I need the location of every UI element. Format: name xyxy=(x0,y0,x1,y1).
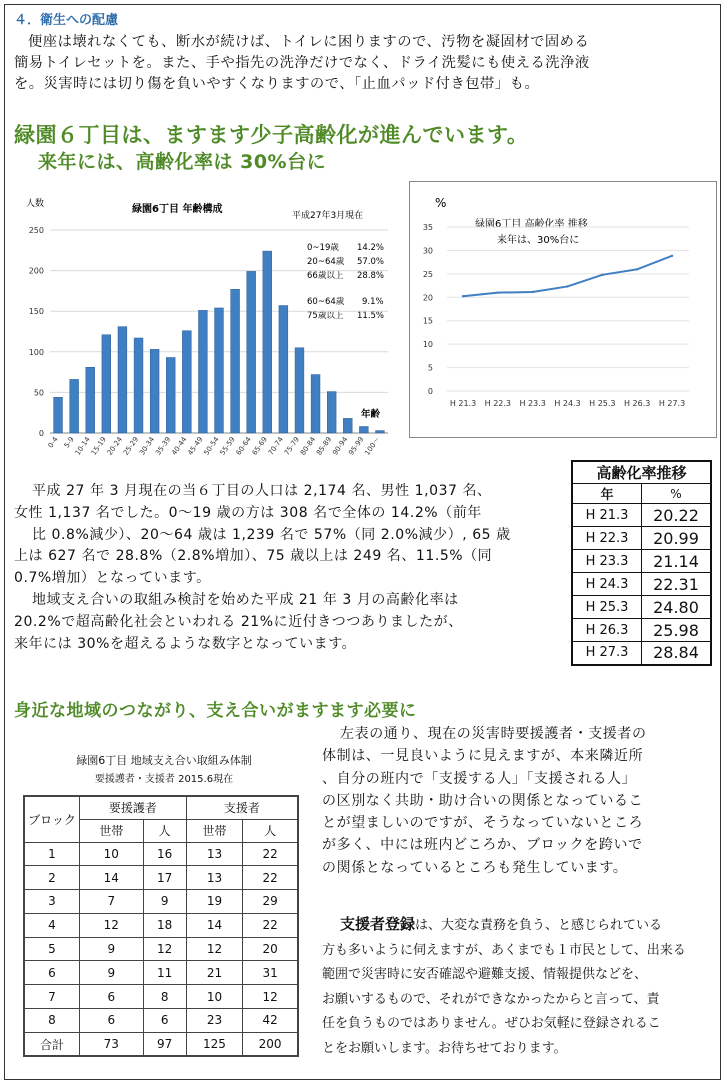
table-row xyxy=(24,842,298,866)
value-cell: 13 xyxy=(186,842,243,866)
stat-label: 0~19歳 xyxy=(307,243,339,253)
rate-value: 20.22 xyxy=(642,504,712,527)
value-cell: 29 xyxy=(243,890,298,914)
line-plot-area xyxy=(423,223,689,408)
aging-line-chart xyxy=(409,181,715,436)
block-cell: 1 xyxy=(24,842,80,866)
data-point xyxy=(671,255,673,257)
stat-value: 57.0% xyxy=(357,257,385,267)
data-point xyxy=(636,268,638,270)
x-tick-label: 65-69 xyxy=(250,435,269,457)
rate-year: H 26.3 xyxy=(572,619,642,642)
stat-value: 11.5% xyxy=(357,311,385,321)
x-tick-label: H 24.3 xyxy=(554,399,581,408)
table-row xyxy=(24,866,298,890)
bar-date: 平成27年3月現在 xyxy=(292,211,364,221)
text-line: 来年には 30%を超えるような数字となっています。 xyxy=(14,635,357,652)
text-line: は、大変な責務を負う、と感じられている xyxy=(415,918,663,933)
line-title: 緑園6丁目 高齢化率 推移 xyxy=(475,219,588,230)
y-tick-label: 15 xyxy=(422,316,433,326)
bar xyxy=(247,271,256,433)
x-tick-label: 85-89 xyxy=(315,435,334,457)
block-cell: 4 xyxy=(24,913,80,937)
x-tick-label: 80-84 xyxy=(298,435,318,457)
value-cell: 12 xyxy=(186,937,243,961)
rate-row xyxy=(572,596,711,619)
x-tick-label: 60-64 xyxy=(234,435,253,457)
y-tick-label: 0 xyxy=(427,387,433,396)
table-row xyxy=(24,1009,298,1033)
block-cell: 7 xyxy=(24,985,80,1009)
rate-row xyxy=(572,550,711,573)
line-unit: % xyxy=(435,196,447,210)
text-line: 0.7%増加）となっています。 xyxy=(14,570,211,587)
value-cell: 11 xyxy=(143,961,186,985)
bar-xlabel: 年齢 xyxy=(361,409,381,420)
col-persons: 人 xyxy=(143,819,186,842)
x-tick-label: 40-44 xyxy=(170,435,189,457)
x-tick-label: 75-79 xyxy=(282,435,302,457)
text-line: を。災害時には切り傷を負いやすくなりますので、「止血パッド付き包帯」も。 xyxy=(14,76,540,92)
text-line: 20.2%で超高齢化社会といわれる 21%に近付きつつありましたが、 xyxy=(14,613,463,630)
rate-year: H 22.3 xyxy=(572,527,642,550)
rate-row xyxy=(572,504,711,527)
rate-value: 20.99 xyxy=(642,527,712,550)
rate-year: H 25.3 xyxy=(572,596,642,619)
bar xyxy=(134,338,143,433)
rate-year: H 27.3 xyxy=(572,642,642,665)
x-tick-label: 55-59 xyxy=(218,435,237,457)
x-tick-label: 90-94 xyxy=(331,435,350,457)
value-cell: 10 xyxy=(186,985,243,1009)
y-tick-label: 30 xyxy=(422,246,433,256)
col-households: 世帯 xyxy=(186,819,243,842)
rate-value: 22.31 xyxy=(642,573,712,596)
bar xyxy=(263,251,272,433)
x-tick-label: 25-29 xyxy=(121,435,141,457)
stat-value: 14.2% xyxy=(357,243,385,253)
y-tick-label: 200 xyxy=(28,266,44,276)
value-cell: 73 xyxy=(80,1032,144,1056)
y-tick-label: 10 xyxy=(422,340,433,350)
text-line: 便座は壊れなくても、断水が続けば、トイレに困りますので、汚物を凝固材で固める xyxy=(28,34,590,50)
y-tick-label: 35 xyxy=(422,223,433,232)
rate-year: H 23.3 xyxy=(572,550,642,573)
value-cell: 20 xyxy=(243,937,298,961)
rate-table-title: 高齢化率推移 xyxy=(572,461,711,484)
x-tick-label: 30-34 xyxy=(138,435,157,457)
x-tick-label: 5-9 xyxy=(62,435,76,450)
rate-value: 25.98 xyxy=(642,619,712,642)
table-row xyxy=(24,1032,298,1056)
bar xyxy=(150,349,159,433)
text-line: の関係となっているところも発生しています。 xyxy=(322,859,628,876)
rate-col-year: 年 xyxy=(572,484,642,504)
bar xyxy=(198,310,207,433)
col-group-needs-support: 要援護者 xyxy=(80,796,187,819)
value-cell: 6 xyxy=(80,985,144,1009)
text-line: 左表の通り、現在の災害時要援護者・支援者の xyxy=(340,726,647,742)
x-tick-label: H 26.3 xyxy=(623,399,651,408)
text-line: 、自分の班内で「支援する人」「支援される人」 xyxy=(322,770,637,787)
section-heading: 身近な地域のつながり、支え合いがますます必要に xyxy=(14,701,417,721)
rate-year: H 21.3 xyxy=(572,504,642,527)
population-paragraph xyxy=(14,481,564,655)
text-line: 方も多いように伺えますが、あくまでも１市民として、出来る xyxy=(322,942,686,958)
y-tick-label: 150 xyxy=(28,307,44,317)
text-line: とが望ましいのですが、そうなっていないところ xyxy=(322,815,644,832)
value-cell: 8 xyxy=(143,985,186,1009)
value-cell: 19 xyxy=(186,890,243,914)
text-line: 比 0.8%減少）、20～64 歳は 1,239 名で 57%（同 2.0%減少）, 65 歳 xyxy=(32,526,511,543)
bar xyxy=(54,397,63,433)
x-tick-label: 70-74 xyxy=(266,435,286,457)
y-tick-label: 5 xyxy=(427,363,433,373)
value-cell: 31 xyxy=(243,961,298,985)
bar xyxy=(279,306,288,433)
value-cell: 7 xyxy=(80,890,144,914)
bar xyxy=(102,335,111,433)
bar-title: 緑園6丁目 年齢構成 xyxy=(132,204,223,215)
rate-table xyxy=(571,460,712,666)
subheadline: 来年には、高齢化率は 30%台に xyxy=(38,151,327,173)
rate-value: 28.84 xyxy=(642,642,712,665)
bar xyxy=(182,331,191,433)
value-cell: 13 xyxy=(186,866,243,890)
bar xyxy=(166,357,175,433)
text-line: 簡易トイレセットを。また、手や指先の洗浄だけでなく、ドライ洗髪にも使える洗浄液 xyxy=(14,55,590,71)
value-cell: 9 xyxy=(80,937,144,961)
table-row xyxy=(24,913,298,937)
x-tick-label: 45-49 xyxy=(186,435,205,457)
x-tick-label: 10-14 xyxy=(73,435,92,457)
rate-row xyxy=(572,642,711,665)
age-bar-chart xyxy=(20,186,402,468)
text-line: 体制は、一見良いように見えますが、本来隣近所 xyxy=(322,748,644,765)
value-cell: 14 xyxy=(186,913,243,937)
bar xyxy=(359,427,368,433)
rate-value: 21.14 xyxy=(642,550,712,573)
x-tick-label: 95-99 xyxy=(347,435,366,457)
bar xyxy=(231,289,240,433)
bar xyxy=(311,375,320,433)
x-tick-label: H 27.3 xyxy=(658,399,686,408)
y-tick-label: 250 xyxy=(28,226,44,235)
value-cell: 97 xyxy=(143,1032,186,1056)
value-cell: 9 xyxy=(143,890,186,914)
value-cell: 16 xyxy=(143,842,186,866)
bar xyxy=(215,308,224,433)
series-line xyxy=(463,256,672,296)
data-point xyxy=(601,274,603,276)
x-tick-label: 100～ xyxy=(363,435,382,457)
bar-stats xyxy=(307,242,384,321)
x-tick-label: H 21.3 xyxy=(449,399,477,408)
value-cell: 125 xyxy=(186,1032,243,1056)
rate-value: 24.80 xyxy=(642,596,712,619)
text-line: 女性 1,137 名でした。0～19 歳の方は 308 名で全体の 14.2%（前年 xyxy=(14,504,482,521)
value-cell: 17 xyxy=(143,866,186,890)
text-line: の区別なく共助・助け合いの関係となっているこ xyxy=(322,792,644,809)
value-cell: 42 xyxy=(243,1009,298,1033)
bar-ylabel: 人数 xyxy=(26,199,45,209)
x-tick-label: H 22.3 xyxy=(484,399,512,408)
col-households: 世帯 xyxy=(80,819,144,842)
stat-label: 20~64歳 xyxy=(307,257,345,267)
rate-col-pct: % xyxy=(642,484,712,504)
text-line: 上は 627 名で 28.8%（2.8%増加）、75 歳以上は 249 名、11.5%（同 xyxy=(14,548,493,565)
block-cell: 2 xyxy=(24,866,80,890)
bar xyxy=(295,348,304,433)
table-row xyxy=(24,985,298,1009)
rate-row xyxy=(572,573,711,596)
stat-value: 9.1% xyxy=(362,297,384,307)
headline: 緑園６丁目は、ますます少子高齢化が進んでいます。 xyxy=(14,123,529,147)
value-cell: 23 xyxy=(186,1009,243,1033)
value-cell: 6 xyxy=(80,1009,144,1033)
block-cell: 8 xyxy=(24,1009,80,1033)
x-tick-label: 20-24 xyxy=(105,435,125,457)
y-tick-label: 50 xyxy=(33,388,44,398)
text-line: とをお願いします。お待ちせております。 xyxy=(322,1040,567,1056)
x-tick-label: H 23.3 xyxy=(519,399,546,408)
x-tick-label: H 25.3 xyxy=(589,399,616,408)
value-cell: 6 xyxy=(143,1009,186,1033)
data-point xyxy=(531,291,533,293)
y-tick-label: 20 xyxy=(422,293,433,303)
value-cell: 200 xyxy=(243,1032,298,1056)
bar xyxy=(327,392,336,433)
x-tick-label: 50-54 xyxy=(202,435,221,457)
data-point xyxy=(566,285,568,287)
table-row xyxy=(24,937,298,961)
data-point xyxy=(497,291,499,293)
col-group-supporters: 支援者 xyxy=(186,796,298,819)
value-cell: 9 xyxy=(80,961,144,985)
value-cell: 10 xyxy=(80,842,144,866)
block-cell: 合計 xyxy=(24,1032,80,1056)
registration-paragraph xyxy=(322,912,717,1061)
value-cell: 18 xyxy=(143,913,186,937)
value-cell: 21 xyxy=(186,961,243,985)
value-cell: 12 xyxy=(143,937,186,961)
stat-label: 60~64歳 xyxy=(307,297,345,307)
x-tick-label: 15-19 xyxy=(89,435,108,457)
block-table xyxy=(23,795,299,1057)
value-cell: 22 xyxy=(243,866,298,890)
col-persons: 人 xyxy=(243,819,298,842)
rate-row xyxy=(572,527,711,550)
value-cell: 22 xyxy=(243,842,298,866)
y-tick-label: 25 xyxy=(422,269,433,279)
bar xyxy=(70,379,79,433)
value-cell: 14 xyxy=(80,866,144,890)
block-table-title: 緑園6丁目 地域支え合い取組み体制 xyxy=(76,754,252,767)
stat-value: 28.8% xyxy=(357,271,385,281)
table-row xyxy=(24,890,298,914)
table-row xyxy=(24,961,298,985)
bar xyxy=(118,327,127,433)
section-heading: ４．衛生への配慮 xyxy=(14,13,119,28)
value-cell: 22 xyxy=(243,913,298,937)
text-line: が多く、中には班内どころか、ブロックを跨いで xyxy=(322,837,643,854)
bar xyxy=(343,418,352,433)
bar xyxy=(376,431,385,433)
text-line: 任を負うものではありません。ぜひお気軽に登録されるこ xyxy=(322,1016,661,1031)
block-cell: 6 xyxy=(24,961,80,985)
x-tick-label: 0-4 xyxy=(46,435,60,450)
block-cell: 5 xyxy=(24,937,80,961)
block-table-subtitle: 要援護者・支援者 2015.6現在 xyxy=(94,774,234,785)
value-cell: 12 xyxy=(80,913,144,937)
text-line: お願いするもので、それができなかったからと言って、責 xyxy=(322,991,660,1007)
section4-body xyxy=(14,32,714,95)
text-line: 範囲で災害時に安否確認や避難支援、情報提供などを、 xyxy=(322,967,648,982)
bar xyxy=(86,367,95,433)
stat-label: 75歳以上 xyxy=(307,311,344,321)
block-cell: 3 xyxy=(24,890,80,914)
registration-keyword: 支援者登録 xyxy=(340,915,416,933)
x-tick-label: 35-39 xyxy=(154,435,173,457)
line-subtitle: 来年は、30%台に xyxy=(497,235,580,246)
stat-label: 66歳以上 xyxy=(307,271,344,281)
rate-row xyxy=(572,619,711,642)
text-line: 地域支え合いの取組み検討を始めた平成 21 年 3 月の高齢化率は xyxy=(32,591,459,608)
y-tick-label: 100 xyxy=(28,347,44,357)
value-cell: 12 xyxy=(243,985,298,1009)
text-line: 平成 27 年 3 月現在の当６丁目の人口は 2,174 名、男性 1,037 名、 xyxy=(32,483,492,499)
support-paragraph xyxy=(322,723,714,879)
col-block: ブロック xyxy=(24,796,80,842)
rate-year: H 24.3 xyxy=(572,573,642,596)
data-point xyxy=(462,295,464,297)
y-tick-label: 0 xyxy=(38,429,44,438)
